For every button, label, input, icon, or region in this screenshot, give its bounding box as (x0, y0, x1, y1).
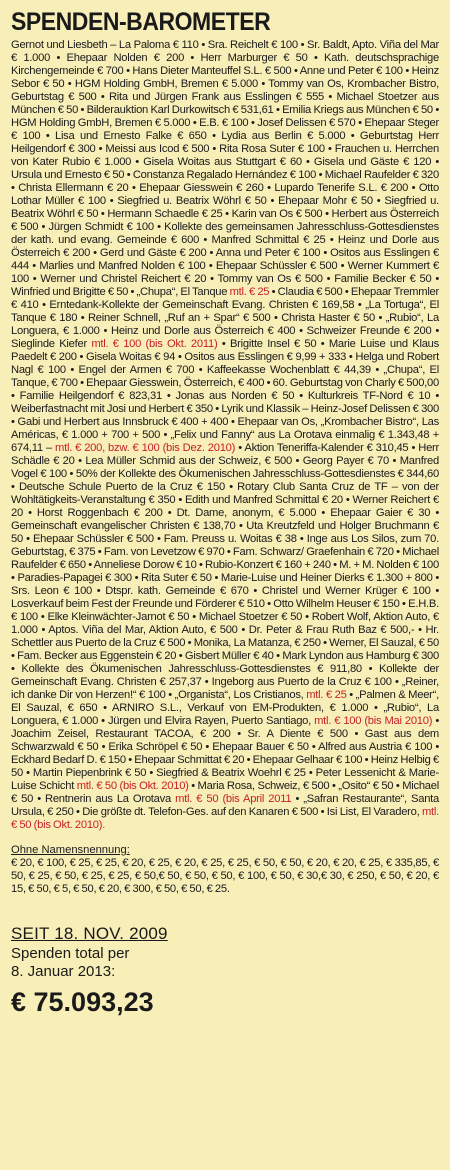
monthly-donation-note: mtl. € 50 (bis Okt. 2010). (11, 806, 439, 831)
monthly-donation-note: mtl. € 100 (bis Mai 2010) (314, 715, 433, 727)
donor-entries: • Maria Rosa, Schweiz, € 500 • „Osito“ € 50 • Michael € 50 • Rentnerin aus La Orotava (11, 780, 439, 805)
total-label-line2: 8. Januar 2013: (11, 963, 116, 980)
monthly-donation-note: mtl. € 50 (bis Okt. 2010) (76, 780, 189, 792)
donor-entries: • Aktion Teneriffa-Kalender € 310,45 • Herr Schädle € 20 • Lea Müller Schmid aus der Schweiz, € 500 • Georg Payer € 70 • Manfred Vogel € 100 • 50% der Kollekte des Ökumenischen Jahresschluss-Gottesdienstes € 344,60 • Deutsche Schule Puerto de la Cruz € 150 • Rotary Club Santa Cruz de TF – von der Wohltätigkeits-Veranstaltung € 350 • Edith und Manfred Schmittal € 20 • Werner Reichert € 20 • Horst Roggenbach € 200 • Dt. Dame, anonym, € 5.000 • Ehepaar Gaier € 30 • Gemeinschaft evangelischer Christen € 138,70 • Uta Kreutzfeld und Holger Bruchmann € 50 • Ehepaar Schüssler € 500 • Fam. Preuss u. Woitas € 38 • Inge aus Los Silos, zum 70. Geburtstag, € 375 • Fam. von Levetzow € 970 • Fam. Schwarz/ Graefenhain € 720 • Michael Raufelder € 650 • Anneliese Dorow € 10 • Rubio-Konzert € 160 + 240 • M. + M. Nolden € 100 • Paradies-Papagei € 300 • Rita Suter € 50 • Marie-Luise und Heiner Dierks € 1.300 + 800 • Srs. Leon € 100 • Dtspr. kath. Gemeinde € 670 • Christel und Werner Krüger € 100 • Losverkauf beim Fest der Freunde und Förderer € 510 • Otto Wilhelm Heuser € 150 • E.H.B. € 100 • Elke Kleinwächter-Jarnot € 50 • Michael Stoetzer € 50 • Robert Wolf, Aktion Auto, € 1.000 • Aptos. Viña del Mar, Aktion Auto, € 500 • Dr. Peter & Frau Ruth Baz € 500,- • Hr. Schettler aus Puerto de la Cruz € 500 • Monika, La Matanza, € 250 • Werner, El Sauzal, € 50 • Fam. Becker aus Eggenstein € 20 • Gisbert Müller € 40 • Mark Lyndon aus Hamburg € 300 • Kollekte des Ökumenischen Jahresschluss-Gottesdienstes € 911,80 • Kollekte der Gemeinschaft Evang. Christen € 257,37 • Ingeborg aus Puerto de la Cruz € 100 • „Reiner, ich danke Dir von Herzen!“ € 100 • „Organista“, Los Cristianos, (11, 442, 439, 701)
anonymous-donations: € 20, € 100, € 25, € 25, € 20, € 25, € 20, € 25, € 25, € 50, € 50, € 20, € 20, € 25, € 335,85, € 50, € 25, € 50, € 25, € 25, € 50,€ 50, € 50, € 50, € 100, € 50, € 30,€ 30, € 250, € 50, € 20, € 15, € 50, € 5, € 50, € 20, € 300, € 50, € 50, € 25. (11, 857, 439, 895)
monthly-donation-note: mtl. € 25 (306, 689, 347, 701)
donor-entries: • Claudia € 500 • Ehepaar Tremmler € 410 • Erntedank-Kollekte der Gemeinschaft Evang. Christen € 169,58 • „La Tortuga“, El Tanque € 180 • Reiner Schnell, „Ruf an + Spar“ € 500 • Christa Haster € 50 • „Rubio“, La Longuera, € 1.000 • Heinz und Dorle aus Österreich € 400 • Schweizer Freunde € 200 • Sieglinde Kiefer (11, 286, 440, 350)
monthly-donation-note: mtl. € 100 (bis Okt. 2011) (91, 338, 218, 350)
since-date: SEIT 18. NOV. 2009 (11, 924, 168, 943)
page-title: SPENDEN-BAROMETER (11, 8, 271, 36)
donor-entries: • „Safran Restaurante“, Santa Ursula, € 250 • Die größte dt. Telefon-Ges. auf den Kanaren € 500 • Isi List, El Varadero, (11, 793, 439, 818)
monthly-donation-note: mtl. € 50 (bis April 2011 (175, 793, 292, 805)
donor-entries: • Brigitte Insel € 50 • Marie Luise und Klaus Paedelt € 200 • Gisela Woitas € 94 • Ositos aus Esslingen € 9,99 + 333 • Helga und Robert Nagl € 100 • Engel der Armen € 700 • Kaffeekasse Wochenblatt € 44,39 • „Chupa“, El Tanque, € 700 • Ehepaar Giesswein, Österreich, € 400 • 60. Geburtstag von Charly € 500,00 • Familie Heilgendorf € 823,31 • Jonas aus Norden € 50 • Kulturkreis TF-Nord € 10 • Weiberfastnacht mit Josi und Herbert € 350 • Lyrik und Klassik – Heinz-Josef Delissen € 300 • Gabi und Herbert aus Innsbruck € 400 + 400 • Ehepaar van Os, „Krombacher Bistro“, Las Américas, € 1.000 + 700 + 500 • „Felix und Fanny“ aus La Orotava einmalig € 1.343,48 + 674,11 – (11, 338, 439, 454)
monthly-donation-note: mtl. € 200, bzw. € 100 (bis Dez. 2010) (55, 442, 236, 454)
donor-entries: Gernot und Liesbeth – La Paloma € 110 • Sra. Reichelt € 100 • Sr. Baldt, Apto. Viña del Mar € 1.000 • Ehepaar Nolden € 200 • Herr Marburger € 50 • Kath. deutschsprachige Kirchengemeinde € 700 • Hans Dieter Manteuffel S.L. € 500 • Anne und Peter € 100 • Heinz Sebor € 50 • HGM Holding GmbH, Bremen € 5.000 • Tommy van Os, Krombacher Bistro, Geburtstag € 500 • Rita und Jürgen Frank aus Esslingen € 555 • Michael Stoetzer aus München € 50 • Bilderauktion Karl Durkowitsch € 531,61 • Emilia Kriegs aus München € 50 • HGM Holding GmbH, Bremen € 5.000 • E.B. € 100 • Josef Delissen € 570 • Ehepaar Steger € 100 • Lisa und Ernesto Falke € 650 • Lydia aus Berlin € 5.000 • Geburtstag Herr Heilgendorf € 300 • Meissi aus Icod € 500 • Rita Rosa Suter € 100 • Frauchen u. Herrchen von Kater Rubio € 1.000 • Gisela Woitas aus Stuttgart € 60 • Gisela und Gäste € 120 • Ursula und Ernesto € 50 • Constanza Regalado Hernández € 100 • Michael Raufelder € 320 • Christa Ellermann € 20 • Ehepaar Giesswein € 260 • Lupardo Tenerife S.L. € 200 • Otto Lothar Müller € 100 • Siegfried u. Beatrix Wöhrl € 50 • Ehepaar Mohr € 50 • Siegfried u. Beatrix Wöhrl € 50 • Hermann Schaedle € 25 • Karin van Os € 500 • Herbert aus Österreich € 500 • Jürgen Schmidt € 100 • Kollekte des gemeinsamen Jahresschluss-Gottesdienstes der kath. und evang. Gemeinde € 600 • Manfred Schmittal € 25 • Heinz und Dorle aus Österreich € 200 • Gerd und Gäste € 200 • Anna und Peter € 100 • Ositos aus Esslingen € 444 • Marlies und Manfred Nolden € 100 • Ehepaar Schüssler € 500 • Werner Kummert € 100 • Werner und Christel Reichert € 20 • Tommy van Os € 500 • Familie Becker € 50 • Winfried und Brigitte € 50 • „Chupa“, El Tanque (11, 39, 439, 298)
total-amount: € 75.093,23 (11, 987, 154, 1017)
monthly-donation-note: mtl. € 25 (229, 286, 270, 298)
donor-list (11, 39, 439, 832)
total-label-line1: Spenden total per (11, 945, 130, 962)
donor-entries: • Joachim Zeisel, Restaurant TACOA, € 200 • Sr. A Diente € 500 • Gast aus dem Schwarzwald € 50 • Erika Schröpel € 50 • Ehepaar Bauer € 50 • Alfred aus Austria € 100 • Eckhard Bedarf D. € 150 • Ehepaar Schmittat € 20 • Ehepaar Gelhaar € 100 • Heinz Helbig € 50 • Martin Piepenbrink € 50 • Siegfried & Beatrix Woehrl € 25 • Peter Lessenicht & Marie-Luise Schicht (11, 715, 439, 792)
donor-entries: • „Palmen & Meer“, El Sauzal, € 650 • ARNIRO S.L., Verkauf von EM-Produkten, € 1.000 • „Rubio“, La Longuera, € 1.000 • Jürgen und Elvira Rayen, Puerto Santiago, (11, 689, 439, 727)
anonymous-heading: Ohne Namensnennung: (11, 844, 130, 856)
